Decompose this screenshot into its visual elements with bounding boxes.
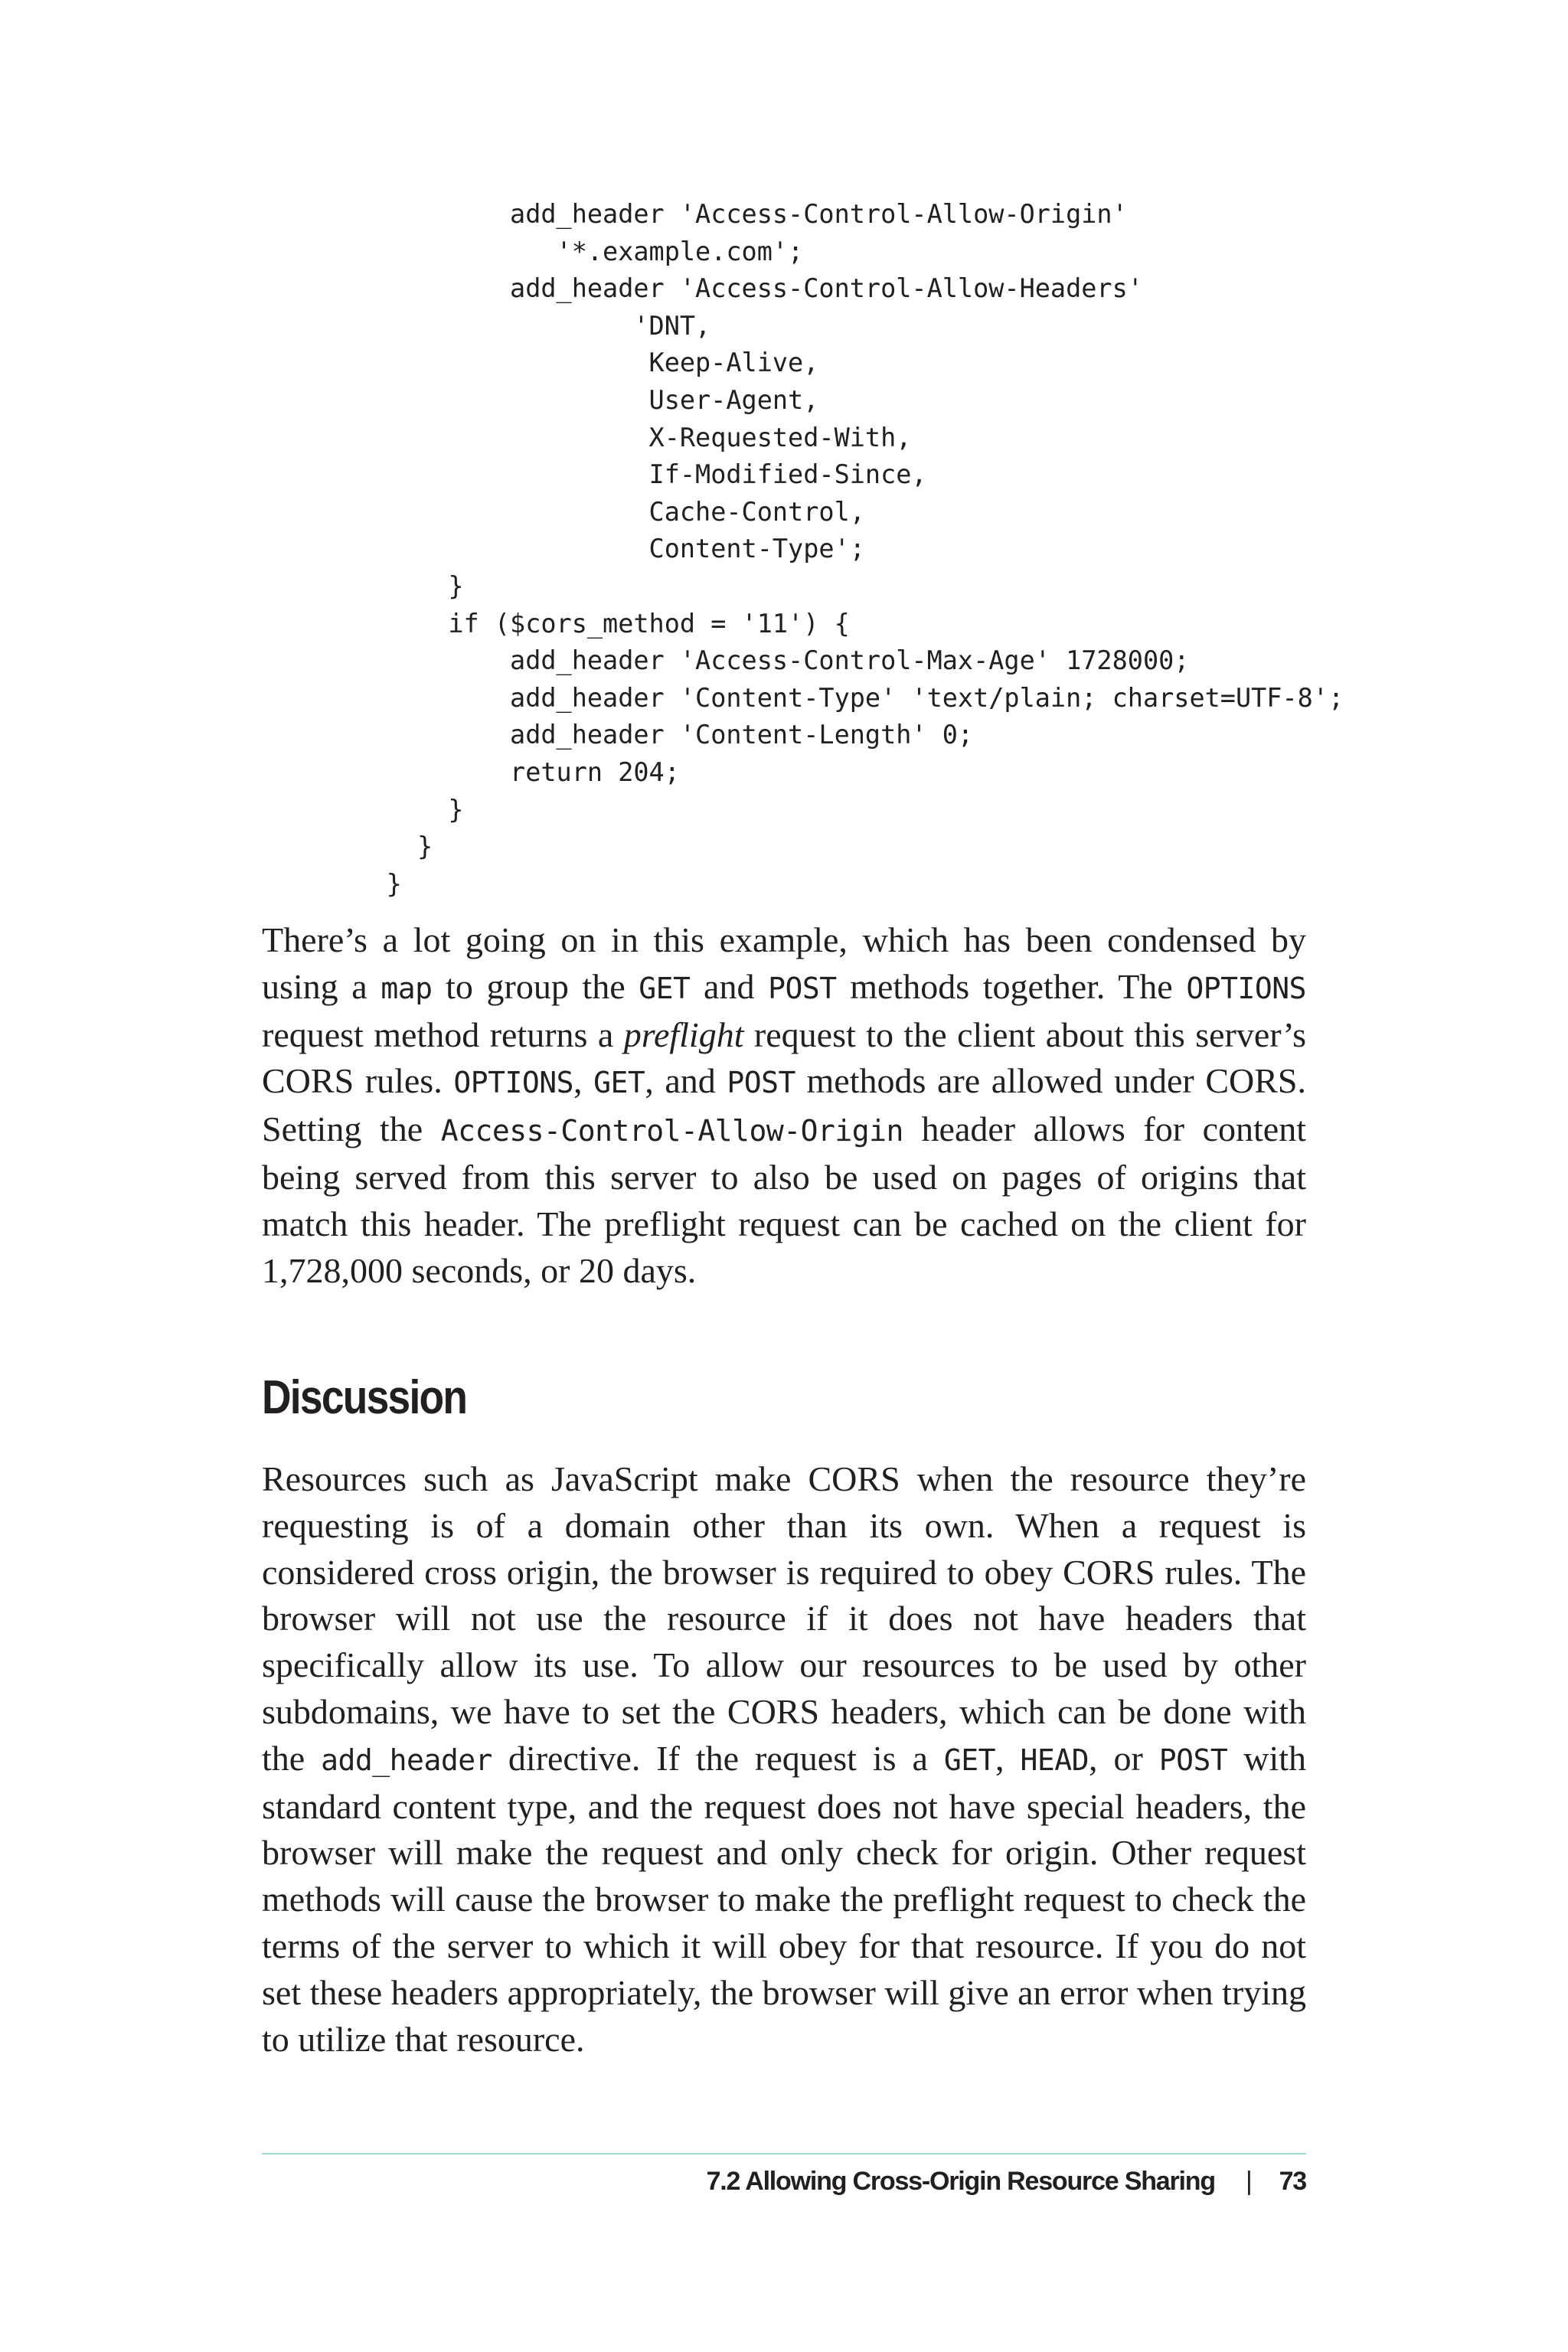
footer-separator: | [1245, 2167, 1252, 2196]
inline-code-map: map [381, 971, 433, 1005]
footer-section-title: 7.2 Allowing Cross-Origin Resource Sharing [706, 2167, 1215, 2196]
text-span: with standard content type, and the request does not have special headers, the browser will make the request and only check for origin. Other request methods will cause the browser to make the preflight request to check the terms of the server to which it will obey for that resource. If you do not set these headers appropriately, the browser will give an error when trying to utilize that resource. [262, 1738, 1307, 2059]
text-span: request to the client about this server’s CORS rules. [262, 1014, 1307, 1101]
text-span: , [995, 1738, 1021, 1778]
text-span: , or [1089, 1738, 1159, 1778]
inline-code-get: GET [943, 1743, 996, 1777]
section-heading-discussion: Discussion [262, 1371, 467, 1424]
text-span: , [573, 1061, 594, 1101]
text-span: methods together. The [836, 966, 1187, 1006]
inline-code-post: POST [727, 1066, 795, 1100]
inline-code-head: HEAD [1020, 1743, 1089, 1777]
text-span: header allows for content being served from this server to also be used on pages of origins that match this header. The preflight request can be cached on the client for 1,728,000 seconds, or 20 days. [262, 1109, 1306, 1290]
text-span: There’s a lot going on in this example, which has been condensed by using a [262, 920, 1306, 1006]
text-span: , and [645, 1061, 727, 1101]
nginx-config-code-block: add_header 'Access-Control-Allow-Origin' '*.example.com'; add_header 'Access-Control-Allow-Headers' 'DNT, Keep-Alive, User-Agent, X-Requested-With, If-Modified-Since, Cache-Control, Content-Type'; } if ($cors_method = '11') { add_header 'Access-Control-Max-Age' 1728000; add_header 'Content-Type' 'text/plain; charset=UTF-8'; add_header 'Content-Length' 0; return 204; } } } [386, 199, 1344, 899]
inline-code-add-header: add_header [321, 1743, 492, 1777]
text-span: to group the [432, 966, 639, 1006]
text-span: methods are allowed under CORS. Setting the [262, 1061, 1307, 1149]
inline-code-post: POST [768, 971, 837, 1005]
text-span: request method returns a [262, 1014, 624, 1054]
inline-code-options: OPTIONS [1186, 971, 1306, 1005]
footer-divider [262, 2153, 1306, 2154]
text-span: and [690, 966, 769, 1006]
discussion-paragraph [262, 1456, 1306, 2063]
inline-code-acao-header: Access-Control-Allow-Origin [440, 1114, 903, 1148]
inline-code-options: OPTIONS [453, 1066, 573, 1100]
text-span: directive. If the request is a [492, 1738, 944, 1778]
inline-code-get: GET [639, 971, 691, 1005]
page-number: 73 [1279, 2167, 1306, 2196]
emphasis-preflight: preflight [623, 1014, 744, 1054]
page-footer [707, 2167, 1306, 2197]
inline-code-post: POST [1158, 1743, 1228, 1777]
text-span: Resources such as JavaScript make CORS when the resource they’re requesting is of a domain other than its own. When a request is considered cross origin, the browser is required to obey CORS rules. The browser will not use the resource if it does not have headers that specifically allow its use. To allow our resources to be used by other subdomains, we have to set the CORS headers, which can be done with the [262, 1459, 1306, 1778]
intro-paragraph [262, 917, 1306, 1294]
inline-code-get: GET [593, 1066, 645, 1100]
